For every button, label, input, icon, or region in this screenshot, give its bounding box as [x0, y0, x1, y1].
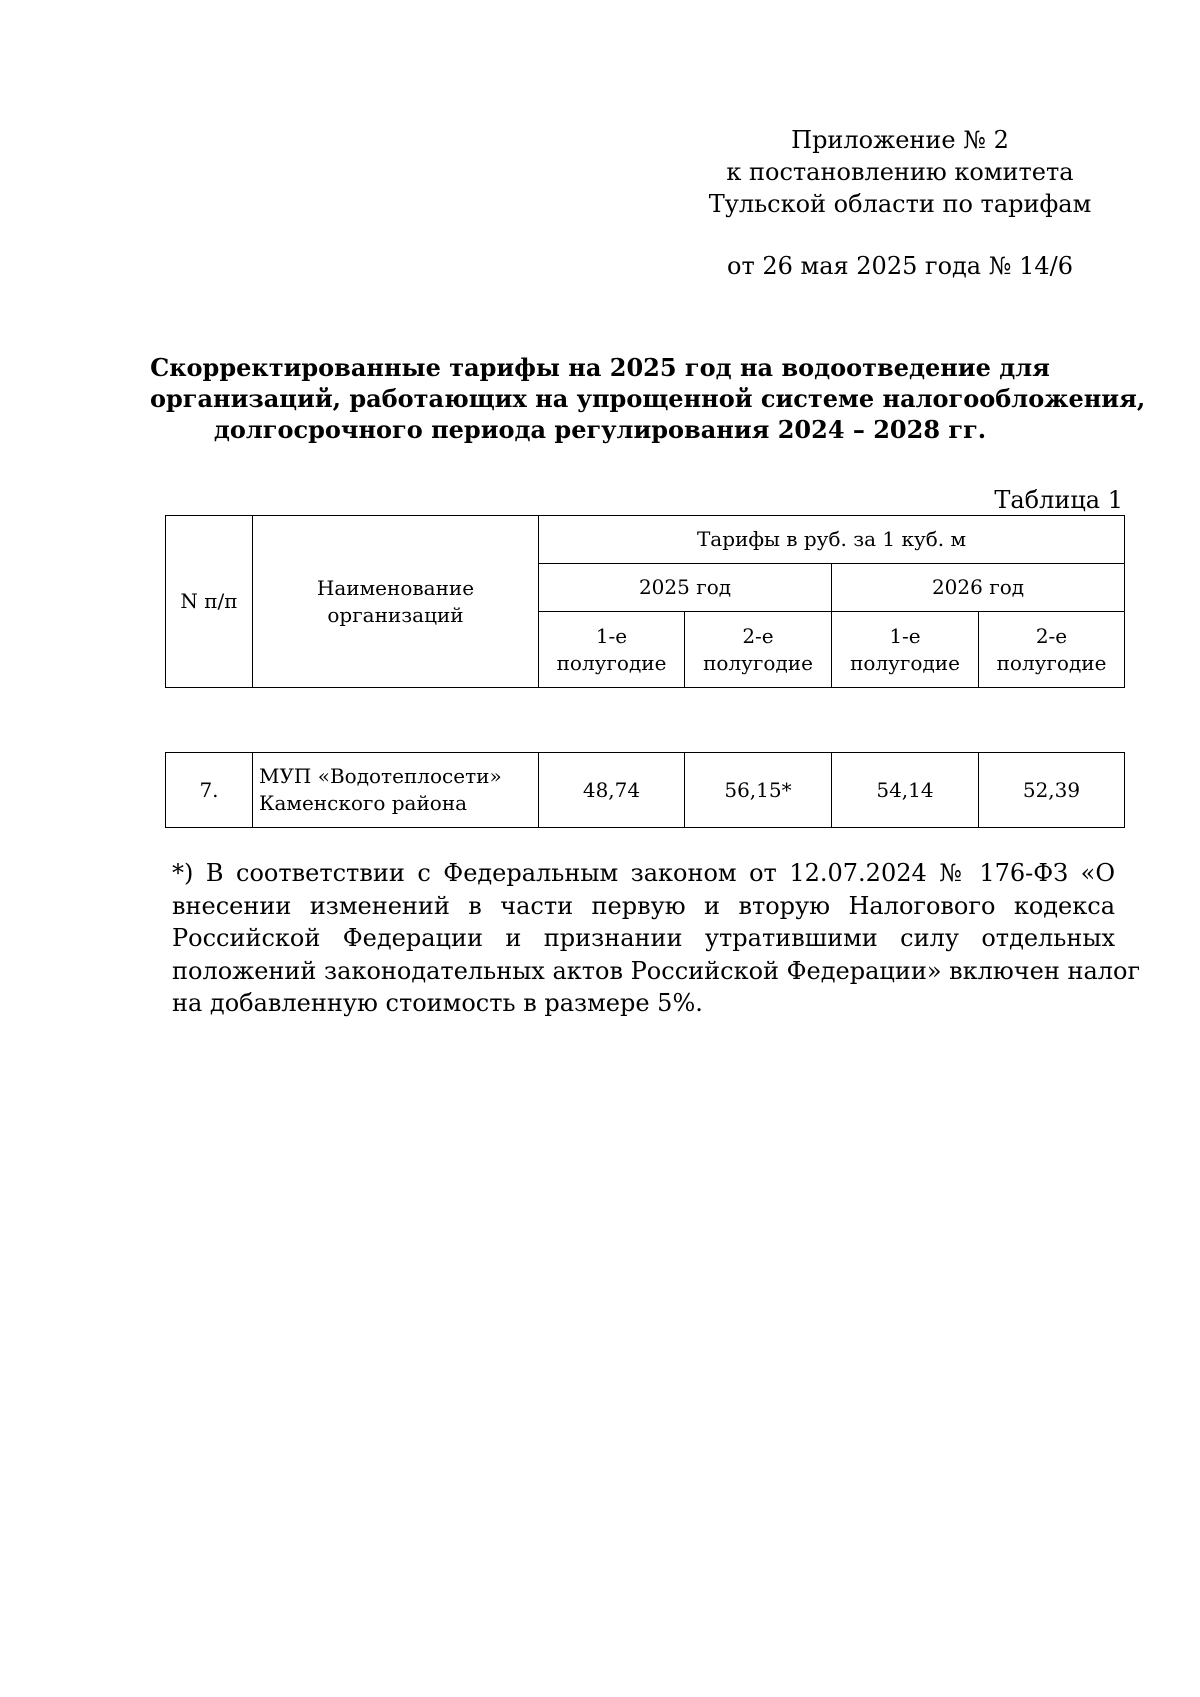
half-label: 2-е: [1035, 623, 1068, 648]
header-name-line-2: организаций: [327, 602, 464, 627]
half-label-word: полугодие: [556, 650, 667, 675]
value-2026-half-2: 52,39: [979, 753, 1125, 828]
footnote-line-3: Российской Федерации и признании утратившими силу отдельных: [172, 924, 1115, 952]
title-line-1: Скорректированные тарифы на 2025 год на водоотведение для: [150, 353, 1050, 382]
appendix-line-3: Тульской области по тарифам: [708, 190, 1092, 218]
half-label-word: полугодие: [703, 650, 813, 675]
half-label: 1-е: [595, 623, 628, 648]
value-2025-half-1: 48,74: [539, 753, 685, 828]
header-number: N п/п: [166, 516, 253, 688]
title-line-3: долгосрочного периода регулирования 2024 – 2028 гг.: [213, 415, 987, 444]
row-number: 7.: [166, 753, 253, 828]
footnote: [172, 857, 1141, 1020]
value-2026-half-1: 54,14: [832, 753, 979, 828]
header-year-2026: 2026 год: [832, 564, 1125, 612]
footnote-line-5: на добавленную стоимость в размере 5%.: [172, 989, 703, 1017]
appendix-line-2: к постановлению комитета: [726, 158, 1074, 186]
value-2025-half-2: 56,15*: [685, 753, 832, 828]
footnote-line-2: внесении изменений в части первую и вторую Налогового кодекса: [172, 891, 1115, 920]
footnote-line-1: *) В соответствии с Федеральным законом от 12.07.2024 № 176-ФЗ «О: [172, 859, 1115, 887]
title-line-2: организаций, работающих на упрощенной системе налогообложения,: [150, 384, 1146, 413]
appendix-header: [690, 124, 1110, 282]
half-label: 2-е: [742, 623, 774, 648]
table-row: [166, 753, 1125, 828]
header-tariffs: Тарифы в руб. за 1 куб. м: [539, 516, 1125, 564]
header-2025-half-1: [539, 612, 685, 688]
footnote-line-4: положений законодательных актов Российской Федерации» включен налог: [172, 956, 1141, 985]
header-year-2025: 2025 год: [539, 564, 832, 612]
org-line-1: МУП «Водотеплосети»: [259, 764, 502, 788]
appendix-date: от 26 мая 2025 года № 14/6: [727, 252, 1073, 280]
half-label-word: полугодие: [996, 650, 1107, 675]
header-2025-half-2: [685, 612, 832, 688]
appendix-line-1: Приложение № 2: [791, 126, 1009, 154]
header-name: [253, 516, 539, 688]
tariff-table-row: [165, 752, 1125, 828]
half-label-word: полугодие: [850, 650, 960, 675]
document-title: [150, 352, 1146, 445]
table-label: Таблица 1: [994, 486, 1123, 514]
tariff-table-header: [165, 515, 1125, 688]
header-name-line-1: Наименование: [316, 575, 475, 600]
row-organization: [253, 753, 539, 828]
half-label: 1-е: [889, 623, 921, 648]
header-2026-half-1: [832, 612, 979, 688]
header-2026-half-2: [979, 612, 1125, 688]
org-line-2: Каменского района: [259, 791, 468, 815]
